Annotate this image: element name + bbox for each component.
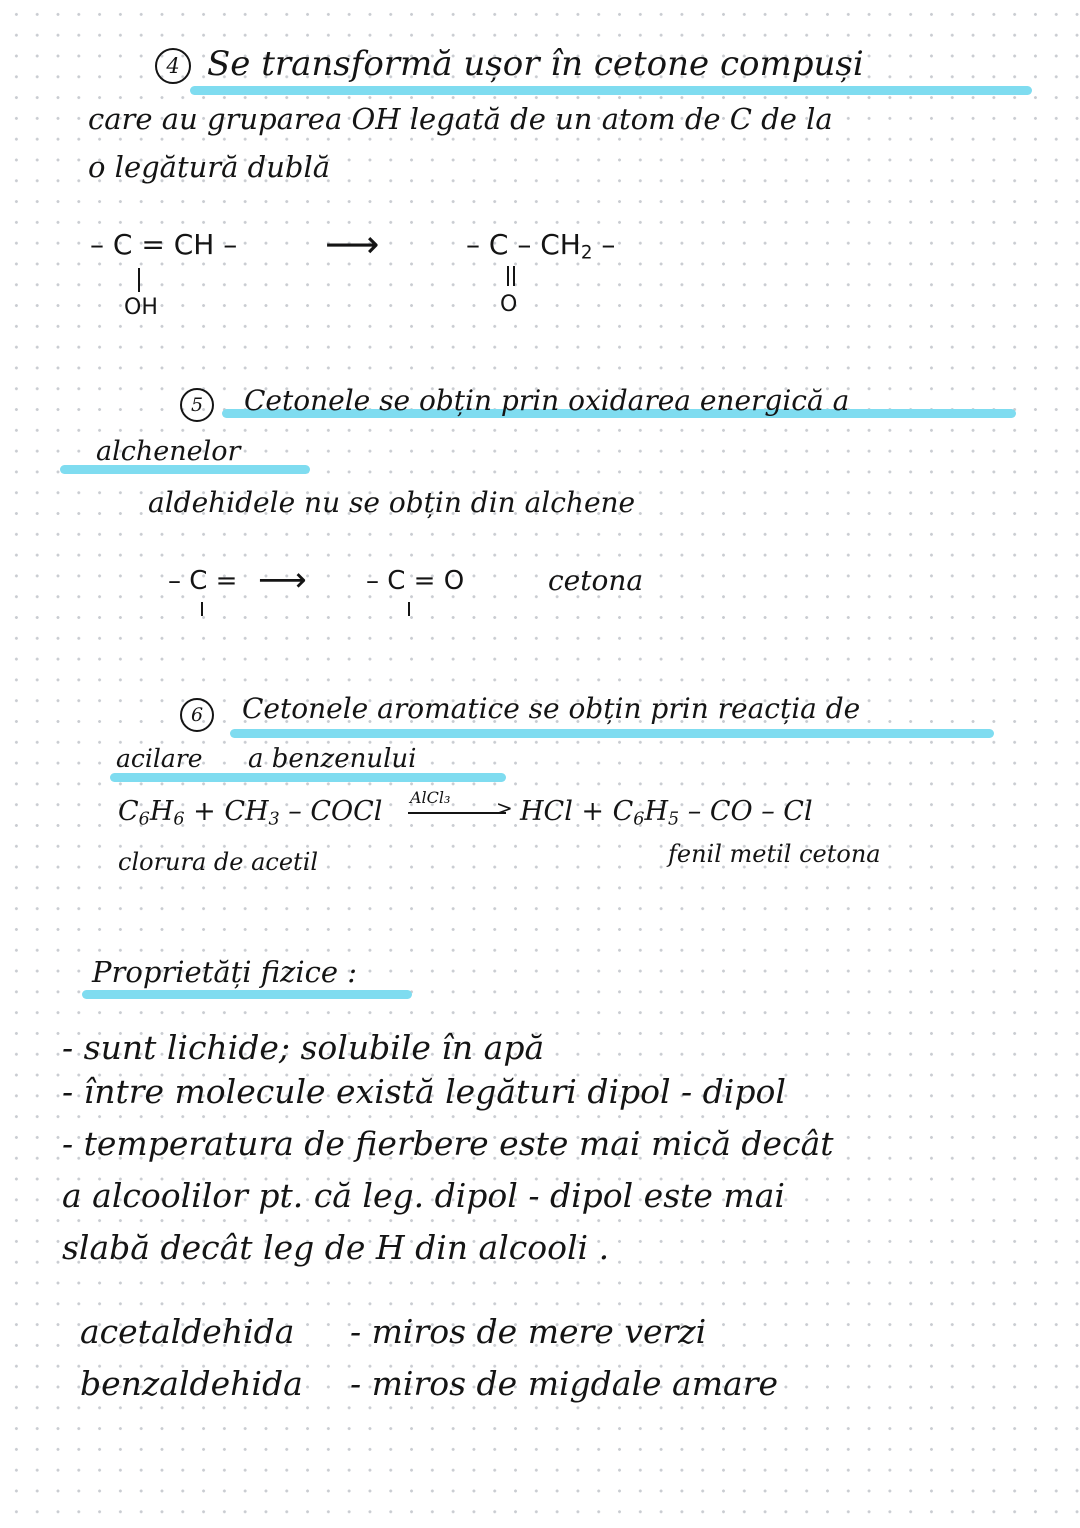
benzene-h: H [149,796,174,827]
section-number: 6 [180,698,214,732]
phenyl-h: H [644,796,668,827]
section5-line1: Cetonele se obțin prin oxidarea energică a [244,384,850,417]
section-number: 4 [155,48,191,84]
section4-line3: o legătură dublă [88,150,331,184]
section6-line2b: a benzenului [248,744,417,774]
properties-heading: Proprietăți fizice : [92,955,358,989]
reactant-label: clorura de acetil [118,848,319,876]
carbonyl-fragment: – C = O [366,566,465,596]
highlight-bar [190,86,1032,95]
single-bond [138,268,140,292]
benzene-c: C [118,796,139,827]
catalyst-label: AlCl₃ [410,788,451,807]
equation-products [520,796,813,829]
product-formula [466,228,615,264]
hcl-plus-c: HCl + C [520,796,634,827]
odor-description: - miros de migdale amare [350,1364,778,1403]
reaction-arrow: ⟶ [258,560,307,600]
section5-line3: aldehidele nu se obțin din alchene [148,486,636,519]
acyl-h-count: 3 [268,809,280,830]
equation-reactants [118,796,382,829]
section6-line1: Cetonele aromatice se obțin prin reacția de [242,692,861,725]
section6-line2a: acilare [116,744,203,773]
reactant-formula: – C = CH – [90,228,238,261]
section4-line2: care au gruparea OH legată de un atom de C de la [88,102,833,136]
property-item: - între molecule există legături dipol - dipol [62,1072,786,1111]
section-number: 5 [180,388,214,422]
alkene-fragment: – C = [168,566,238,596]
benzene-h-count: 6 [173,809,185,830]
single-bond [408,602,410,616]
hydroxyl-group: OH [124,295,158,320]
reaction-arrow-head: > [496,796,513,820]
product-main: – C – CH [466,228,581,261]
section4-line1: Se transformă ușor în cetone compuși [207,44,864,84]
odor-substance: acetaldehida [80,1312,295,1351]
benzene-c-count: 6 [138,809,150,830]
product-subscript: 2 [580,242,593,264]
acyl-ch: + CH [184,796,269,827]
double-bond-left [507,266,509,286]
acyl-cocl: – COCl [279,796,383,827]
reaction-arrow-line [408,812,506,814]
ketone-chain: – CO – Cl [679,796,813,827]
product-label: fenil metil cetona [668,840,881,868]
highlight-bar [82,990,412,999]
phenyl-h-count: 5 [668,809,680,830]
property-item: slabă decât leg de H din alcooli . [62,1228,610,1267]
oxygen-atom: O [500,292,518,317]
product-label: cetona [548,564,644,597]
odor-substance: benzaldehida [80,1364,303,1403]
phenyl-c-count: 6 [633,809,645,830]
single-bond [201,602,203,616]
property-item: - sunt lichide; solubile în apă [62,1028,545,1067]
highlight-bar [230,729,994,738]
property-item: - temperatura de fierbere este mai mică decât [62,1124,834,1163]
odor-description: - miros de mere verzi [350,1312,707,1351]
double-bond-right [513,266,515,286]
section5-line2: alchenelor [96,436,241,467]
highlight-bar [110,773,506,782]
property-item: a alcoolilor pt. că leg. dipol - dipol este mai [62,1176,785,1215]
reaction-arrow: ⟶ [325,222,380,266]
product-tail: – [592,228,616,261]
